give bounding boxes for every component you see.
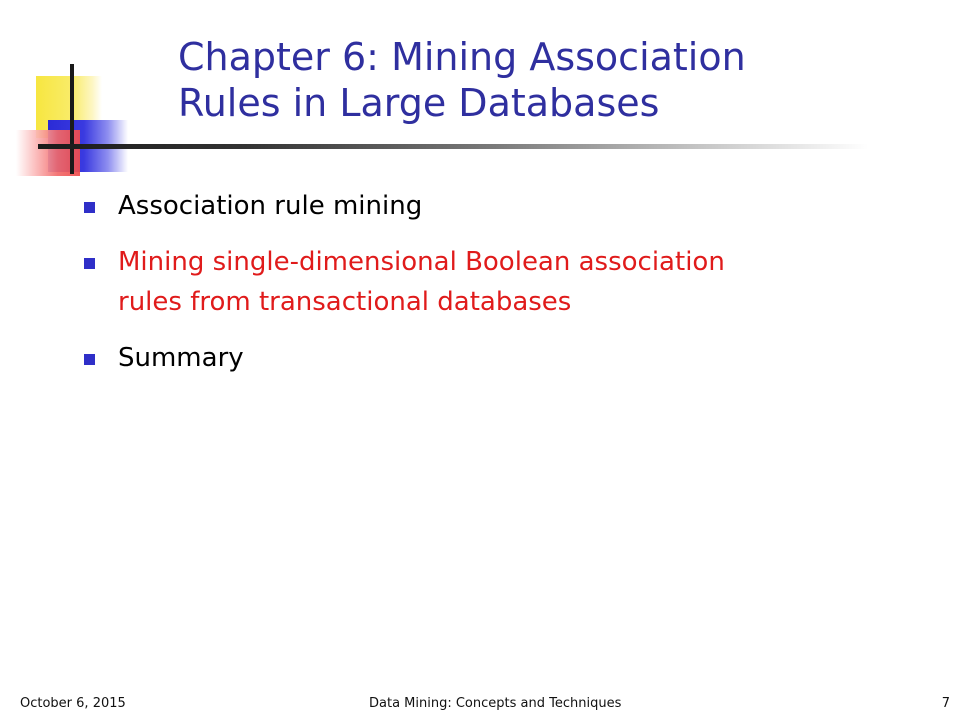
slide-title-line-2: Rules in Large Databases [178, 81, 660, 125]
square-bullet-icon [84, 354, 95, 365]
slide-title [178, 34, 918, 126]
bullet-text-line: Association rule mining [118, 191, 423, 221]
square-bullet-icon [84, 202, 95, 213]
bullet-item-summary [84, 338, 924, 378]
slide-title-line-1: Chapter 6: Mining Association [178, 35, 746, 79]
footer-date: October 6, 2015 [20, 696, 126, 711]
bullet-text-line: Summary [118, 343, 244, 373]
bullet-text [118, 338, 924, 378]
bullet-text [118, 242, 924, 322]
footer-title: Data Mining: Concepts and Techniques [369, 696, 622, 711]
bullet-text-line: rules from transactional databases [118, 287, 572, 317]
title-underline [38, 144, 868, 149]
square-bullet-icon [84, 258, 95, 269]
bullet-item-association-rule-mining [84, 186, 924, 226]
bullet-item-mining-boolean-rules [84, 242, 924, 322]
bullet-text [118, 186, 924, 226]
bullet-text-line: Mining single-dimensional Boolean association [118, 247, 725, 277]
footer-page-number: 7 [941, 696, 950, 711]
bullet-list [84, 186, 924, 394]
decorative-vertical-line [70, 64, 74, 174]
